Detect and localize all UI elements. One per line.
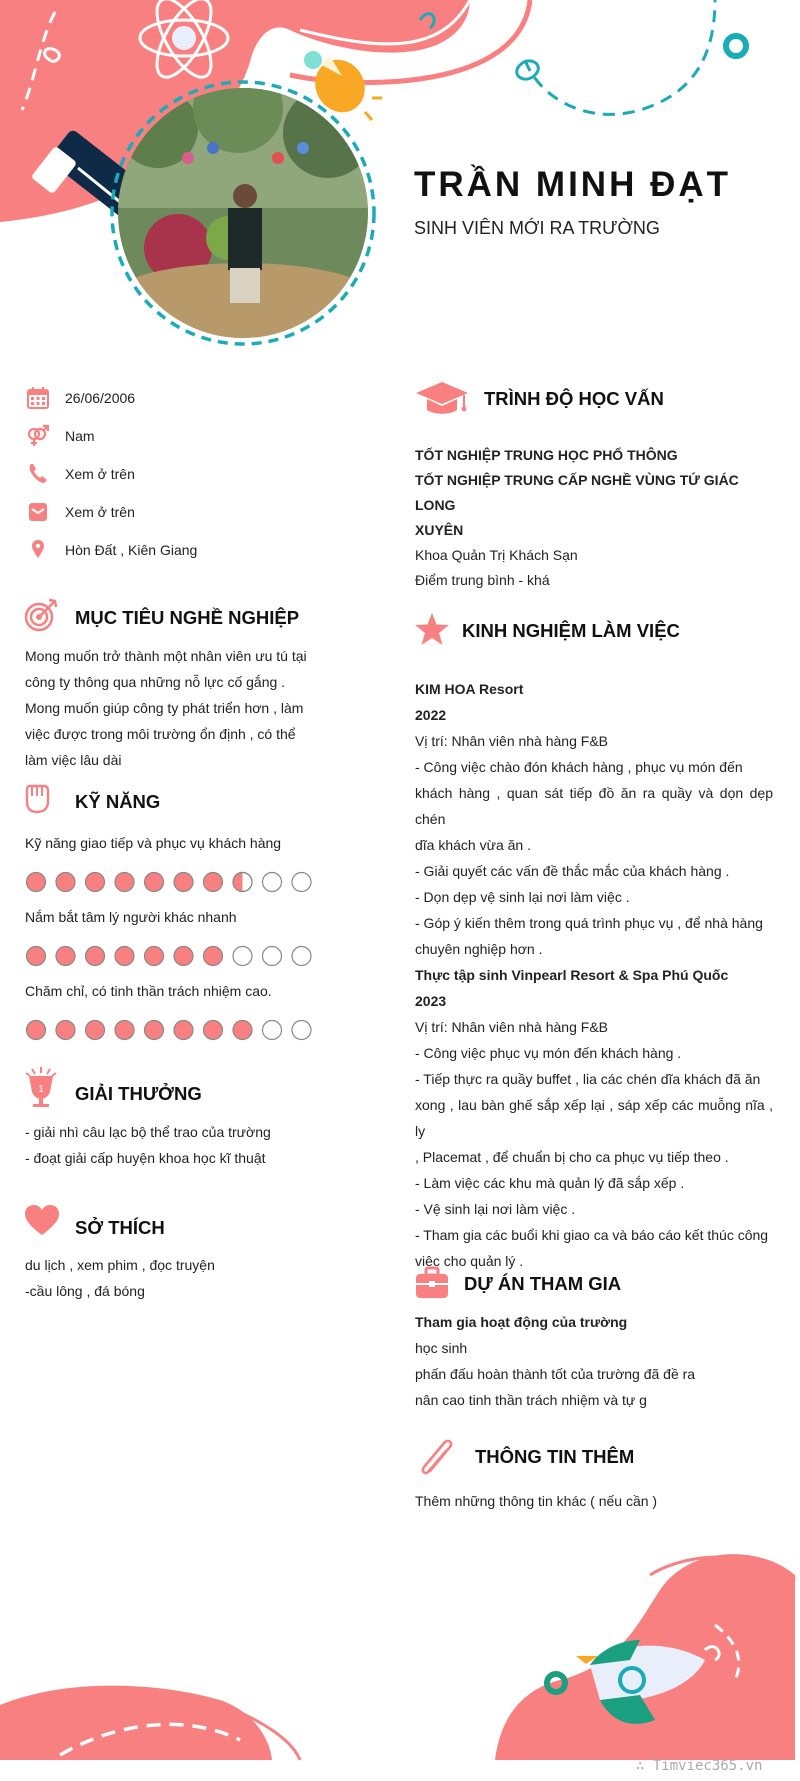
target-icon xyxy=(24,598,58,632)
contact-email xyxy=(26,500,135,524)
rating-dot-empty xyxy=(292,1021,311,1040)
projects-title: DỰ ÁN THAM GIA xyxy=(464,1273,622,1294)
more-info-text: Thêm những thông tin khác ( nếu cần ) xyxy=(415,1493,658,1509)
gender-text: Nam xyxy=(65,428,95,444)
candidate-name: TRẦN MINH ĐẠT xyxy=(414,165,732,204)
award-item: - giải nhì câu lạc bộ thể trao của trường xyxy=(25,1124,271,1140)
rating-dot-empty xyxy=(233,947,252,966)
rating-dot-filled xyxy=(86,873,105,892)
rating-dot-filled xyxy=(233,1021,252,1040)
job-line: dĩa khách vừa ăn . xyxy=(415,837,531,853)
rating-dot-filled xyxy=(56,1021,75,1040)
contact-phone xyxy=(26,462,135,486)
more-info-title: THÔNG TIN THÊM xyxy=(475,1446,635,1467)
skills-title: KỸ NĂNG xyxy=(75,791,161,812)
education-text xyxy=(415,443,773,593)
education-degree: XUYÊN xyxy=(415,522,464,538)
job-line: khách hàng , quan sát tiếp đồ ăn ra quầy và dọn dẹp chén xyxy=(415,785,773,827)
bottom-left-blob xyxy=(0,1686,272,1760)
job-company: KIM HOA Resort xyxy=(415,681,524,697)
skill-label: Chăm chỉ, có tinh thần trách nhiệm cao. xyxy=(25,983,272,999)
rating-dot-filled xyxy=(174,1021,193,1040)
job-line: - Công việc chào đón khách hàng , phục vụ món đến xyxy=(415,759,743,775)
objective-text xyxy=(25,643,318,773)
birthdate-text: 26/06/2006 xyxy=(65,390,136,406)
rating-dots xyxy=(25,945,315,967)
rating-dot-empty xyxy=(263,873,282,892)
skill-label: Kỹ năng giao tiếp và phục vụ khách hàng xyxy=(25,835,282,851)
experience-title: KINH NGHIỆM LÀM VIỆC xyxy=(462,620,680,641)
job-company: Thực tập sinh Vinpearl Resort & Spa Phú Quốc xyxy=(415,967,729,983)
rating-dot-filled xyxy=(204,873,223,892)
svg-text:1: 1 xyxy=(38,1084,44,1095)
objective-title: MỤC TIÊU NGHỀ NGHIỆP xyxy=(75,607,300,628)
briefcase-icon xyxy=(414,1266,450,1300)
skill-rating xyxy=(25,945,315,967)
job-line: Vị trí: Nhân viên nhà hàng F&B xyxy=(415,1019,608,1035)
rating-dot-filled xyxy=(174,947,193,966)
job-line: chuyên nghiệp hơn . xyxy=(415,941,543,957)
contact-birthdate xyxy=(26,386,136,410)
rating-dot-empty xyxy=(263,947,282,966)
experience-job-2 xyxy=(415,962,773,1274)
rating-dot-filled xyxy=(27,1021,46,1040)
contact-gender xyxy=(26,424,95,448)
heart-icon xyxy=(24,1204,60,1236)
rating-dot-filled xyxy=(56,947,75,966)
rating-dot-filled xyxy=(204,1021,223,1040)
rating-dot-filled xyxy=(204,947,223,966)
job-line: - Tham gia các buổi khi giao ca và báo cáo kết thúc công xyxy=(415,1227,769,1243)
rating-dot-filled xyxy=(27,873,46,892)
project-name: Tham gia hoạt động của trường xyxy=(415,1314,628,1330)
rating-dot-filled xyxy=(86,947,105,966)
education-title: TRÌNH ĐỘ HỌC VẤN xyxy=(484,388,664,409)
rating-dot-empty xyxy=(263,1021,282,1040)
job-line: - Công việc phục vụ món đến khách hàng . xyxy=(415,1045,682,1061)
rating-dot-filled xyxy=(115,947,134,966)
job-line: việc cho quản lý . xyxy=(415,1253,524,1269)
rating-dot-filled xyxy=(145,873,164,892)
candidate-subtitle: SINH VIÊN MỚI RA TRƯỜNG xyxy=(414,218,660,238)
rating-dot-filled xyxy=(27,947,46,966)
rating-dot-filled xyxy=(115,873,134,892)
job-line: - Góp ý kiến thêm trong quá trình phục vụ , để nhà hàng xyxy=(415,915,763,931)
job-line: - Tiếp thực ra quầy buffet , lia các chén dĩa khách đã ăn xyxy=(415,1071,761,1087)
skill-rating xyxy=(25,1019,315,1041)
education-degree: TỐT NGHIỆP TRUNG CẤP NGHỀ VÙNG TỨ GIÁC LONG xyxy=(415,472,739,513)
gender-icon xyxy=(26,424,50,448)
hobby-item: du lịch , xem phim , đọc truyện xyxy=(25,1257,215,1273)
awards-title: GIẢI THƯỞNG xyxy=(75,1083,202,1104)
star-icon xyxy=(414,612,450,646)
hobby-item: -cầu lông , đá bóng xyxy=(25,1283,145,1299)
experience-job-1 xyxy=(415,676,773,962)
skill-label: Nắm bắt tâm lý người khác nhanh xyxy=(25,909,237,925)
phone-text: Xem ở trên xyxy=(65,466,135,482)
education-degree: TỐT NGHIỆP TRUNG HỌC PHỔ THÔNG xyxy=(415,447,678,463)
objective-line: việc được trong môi trường ổn định , có thể xyxy=(25,726,296,742)
email-text: Xem ở trên xyxy=(65,504,135,520)
education-major: Khoa Quản Trị Khách Sạn xyxy=(415,547,578,563)
job-line: , Placemat , để chuẩn bị cho ca phục vụ tiếp theo . xyxy=(415,1149,729,1165)
job-year: 2022 xyxy=(415,707,447,723)
job-line: - Giải quyết các vấn đề thắc mắc của khách hàng . xyxy=(415,863,730,879)
trophy-icon xyxy=(24,1066,58,1108)
rating-dot-empty xyxy=(292,947,311,966)
watermark: ∴ Timviec365.vn xyxy=(636,1758,763,1774)
rating-dots xyxy=(25,1019,315,1041)
rating-dot-empty xyxy=(292,873,311,892)
email-icon xyxy=(26,500,50,524)
address-text: Hòn Đất , Kiên Giang xyxy=(65,542,198,558)
job-line: Vị trí: Nhân viên nhà hàng F&B xyxy=(415,733,608,749)
graduation-cap-icon xyxy=(414,380,470,416)
objective-line: Mong muốn giúp công ty phát triển hơn , làm xyxy=(25,700,304,716)
projects-text xyxy=(415,1309,773,1413)
phone-icon xyxy=(26,462,50,486)
profile-photo xyxy=(118,88,368,338)
rating-dot-filled xyxy=(174,873,193,892)
paperclip-icon xyxy=(416,1437,456,1477)
job-year: 2023 xyxy=(415,993,447,1009)
job-line: - Làm việc các khu mà quản lý đã sắp xếp . xyxy=(415,1175,685,1191)
objective-line: công ty thông qua những nỗ lực cố gắng . xyxy=(25,674,286,690)
award-item: - đoạt giải cấp huyện khoa học kĩ thuật xyxy=(25,1150,266,1166)
location-pin-icon xyxy=(26,538,50,562)
project-line: phấn đấu hoàn thành tốt của trường đã đề ra xyxy=(415,1366,696,1382)
fist-icon xyxy=(24,782,50,814)
hobbies-text xyxy=(25,1252,325,1304)
project-line: học sinh xyxy=(415,1340,468,1356)
rating-dots xyxy=(25,871,315,893)
rating-dot-filled xyxy=(56,873,75,892)
rating-dot-filled xyxy=(86,1021,105,1040)
calendar-icon xyxy=(26,386,50,410)
job-line: - Vệ sinh lại nơi làm việc . xyxy=(415,1201,576,1217)
objective-line: làm việc lâu dài xyxy=(25,752,122,768)
rating-dot-filled xyxy=(145,1021,164,1040)
awards-text xyxy=(25,1119,325,1171)
rating-dot-half xyxy=(233,873,252,892)
rating-dot-filled xyxy=(115,1021,134,1040)
objective-line: Mong muốn trở thành một nhân viên ưu tú tại xyxy=(25,648,307,664)
contact-address xyxy=(26,538,198,562)
skill-rating xyxy=(25,871,315,893)
job-line: - Dọn dẹp vệ sinh lại nơi làm việc . xyxy=(415,889,630,905)
education-gpa: Điểm trung bình - khá xyxy=(415,572,550,588)
rating-dot-filled xyxy=(145,947,164,966)
job-line: xong , lau bàn ghế sắp xếp lại , sáp xếp các muỗng nĩa , ly xyxy=(415,1097,773,1139)
hobbies-title: SỞ THÍCH xyxy=(75,1217,165,1238)
project-line: nân cao tinh thần trách nhiệm và tự g xyxy=(415,1392,647,1408)
